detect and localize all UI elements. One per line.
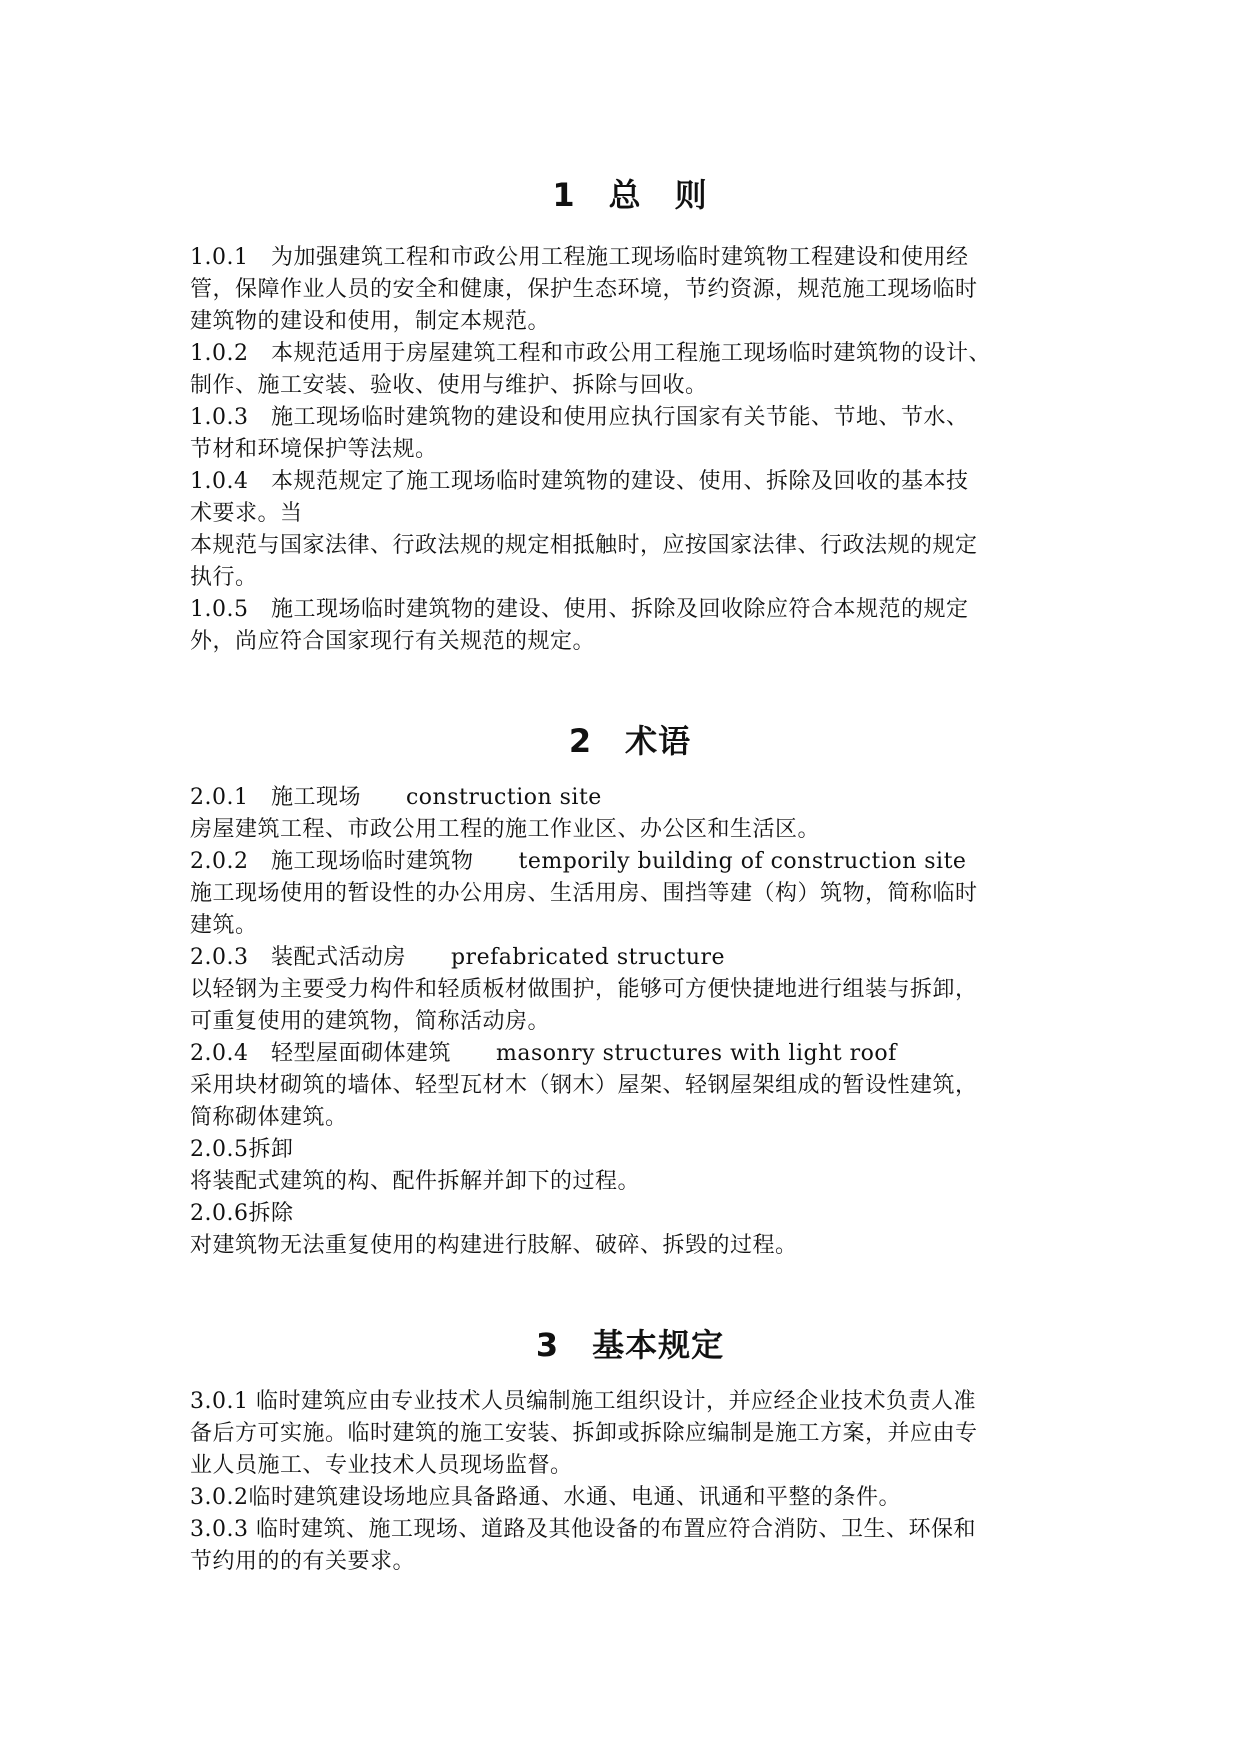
definition-line: 对建筑物无法重复使用的构建进行肢解、破碎、拆毁的过程。 (190, 1233, 798, 1258)
definition-line: 将装配式建筑的构、配件拆解并卸下的过程。 (190, 1169, 641, 1194)
definition-line: 以轻钢为主要受力构件和轻质板材做围护，能够可方便快捷地进行组装与拆卸， (190, 977, 978, 1002)
paragraph-line: 1.0.2 本规范适用于房屋建筑工程和市政公用工程施工现场临时建筑物的设计、 (190, 341, 991, 366)
section-body-2 (190, 782, 1070, 1262)
definition-line: 可重复使用的建筑物，简称活动房。 (190, 1009, 551, 1034)
paragraph-line: 术要求。当 (190, 501, 303, 526)
paragraph-line: 1.0.4 本规范规定了施工现场临时建筑物的建设、使用、拆除及回收的基本技 (190, 469, 969, 494)
paragraph-line: 建筑物的建设和使用，制定本规范。 (190, 309, 551, 334)
term-line: 2.0.4 轻型屋面砌体建筑 masonry structures with light roof (190, 1041, 897, 1066)
term-line: 2.0.6拆除 (190, 1201, 294, 1226)
paragraph-line: 1.0.5 施工现场临时建筑物的建设、使用、拆除及回收除应符合本规范的规定 (190, 597, 969, 622)
term-line: 2.0.1 施工现场 construction site (190, 785, 602, 810)
paragraph-line: 1.0.1 为加强建筑工程和市政公用工程施工现场临时建筑物工程建设和使用经 (190, 245, 969, 270)
term-line: 2.0.2 施工现场临时建筑物 temporily building of construction site (190, 849, 967, 874)
document-page (190, 170, 1070, 1578)
definition-line: 施工现场使用的暂设性的办公用房、生活用房、围挡等建（构）筑物，简称临时 (190, 881, 978, 906)
paragraph-line: 3.0.1 临时建筑应由专业技术人员编制施工组织设计，并应经企业技术负责人准 (190, 1389, 976, 1414)
paragraph-line: 1.0.3 施工现场临时建筑物的建设和使用应执行国家有关节能、节地、节水、 (190, 405, 969, 430)
paragraph-line: 3.0.3 临时建筑、施工现场、道路及其他设备的布置应符合消防、卫生、环保和 (190, 1517, 976, 1542)
section-body-1 (190, 242, 1070, 658)
definition-line: 建筑。 (190, 913, 258, 938)
term-line: 2.0.3 装配式活动房 prefabricated structure (190, 945, 726, 970)
definition-line: 采用块材砌筑的墙体、轻型瓦材木（钢木）屋架、轻钢屋架组成的暂设性建筑， (190, 1073, 978, 1098)
paragraph-line: 外，尚应符合国家现行有关规范的规定。 (190, 629, 596, 654)
paragraph-line: 本规范与国家法律、行政法规的规定相抵触时，应按国家法律、行政法规的规定 (190, 533, 978, 558)
paragraph-line: 业人员施工、专业技术人员现场监督。 (190, 1453, 573, 1478)
paragraph-line: 执行。 (190, 565, 258, 590)
paragraph-line: 节约用的的有关要求。 (190, 1549, 416, 1574)
section-heading-2: 2 术语 (568, 722, 692, 760)
definition-line: 房屋建筑工程、市政公用工程的施工作业区、办公区和生活区。 (190, 817, 821, 842)
term-line: 2.0.5拆卸 (190, 1137, 294, 1162)
paragraph-line: 3.0.2临时建筑建设场地应具备路通、水通、电通、讯通和平整的条件。 (190, 1485, 901, 1510)
section-heading-1: 1 总 则 (552, 176, 708, 214)
paragraph-line: 节材和环境保护等法规。 (190, 437, 438, 462)
section-heading-3: 3 基本规定 (535, 1326, 725, 1364)
section-body-3 (190, 1386, 1070, 1578)
paragraph-line: 管，保障作业人员的安全和健康，保护生态环境，节约资源，规范施工现场临时 (190, 277, 978, 302)
paragraph-line: 制作、施工安装、验收、使用与维护、拆除与回收。 (190, 373, 708, 398)
paragraph-line: 备后方可实施。临时建筑的施工安装、拆卸或拆除应编制是施工方案，并应由专 (190, 1421, 978, 1446)
definition-line: 简称砌体建筑。 (190, 1105, 348, 1130)
